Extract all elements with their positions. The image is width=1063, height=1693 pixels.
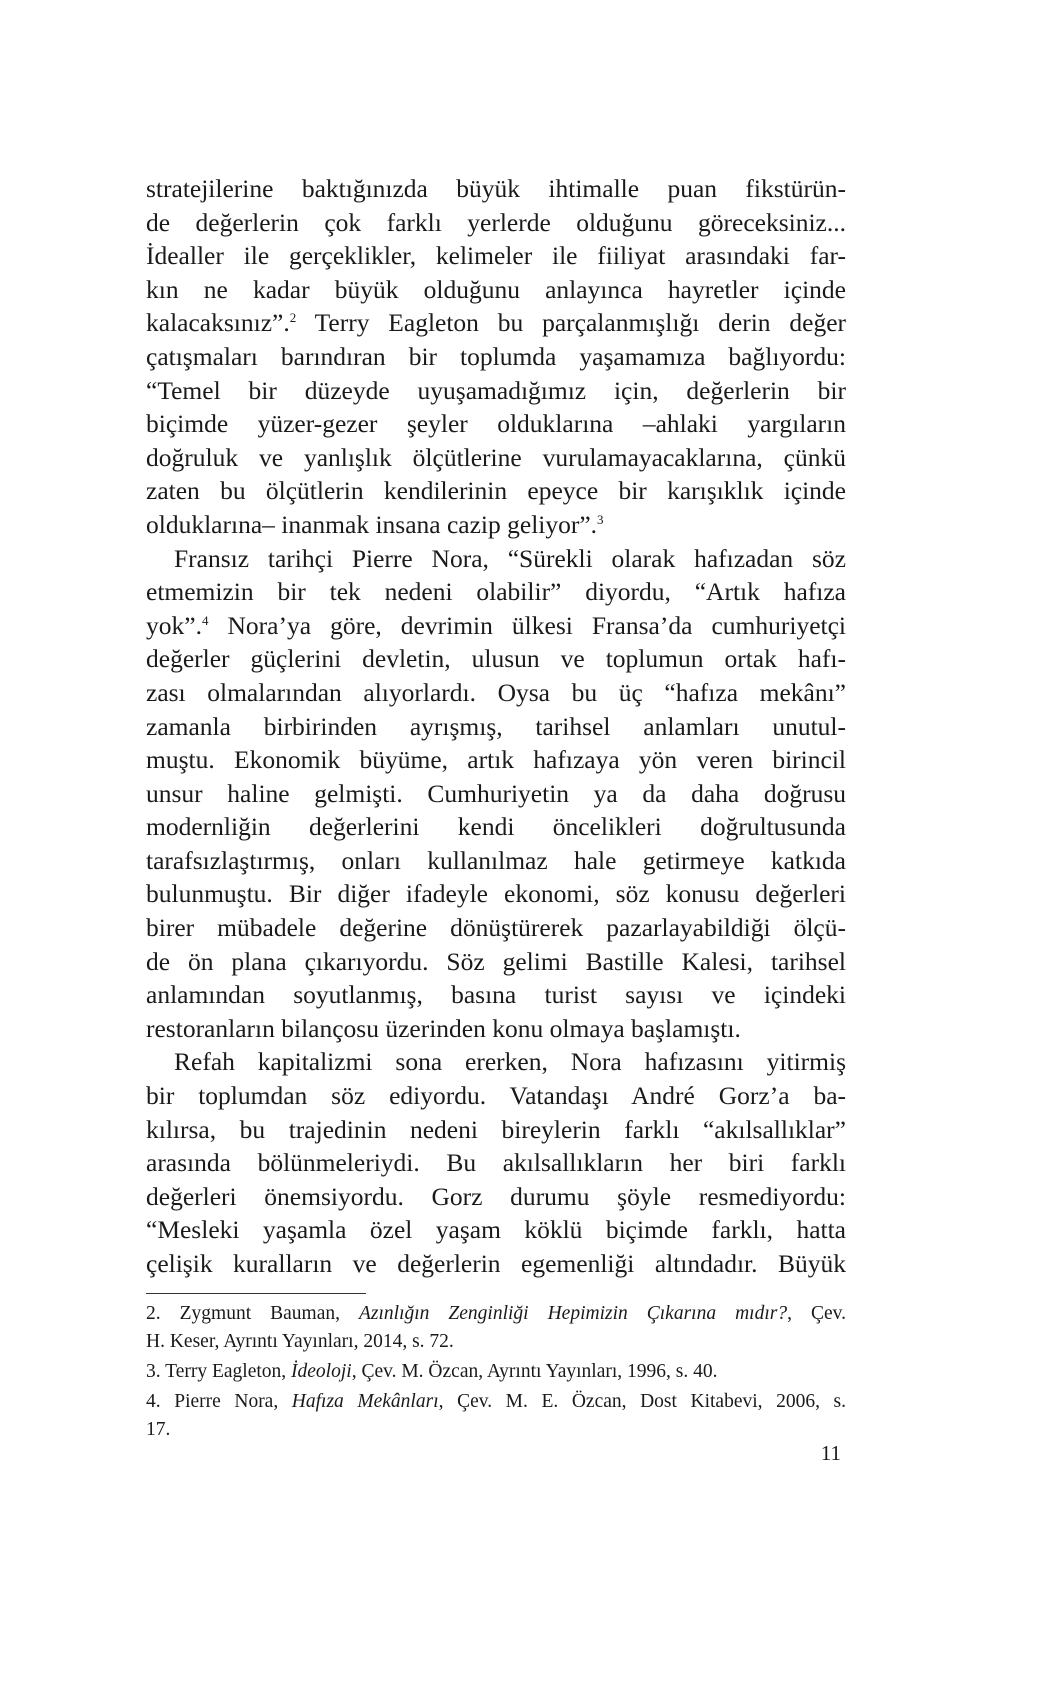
text-line: “Temel bir düzeyde uyuşamadığımız için, değerlerin bir <box>146 375 846 405</box>
footnote <box>146 1300 846 1356</box>
text-line: “Mesleki yaşamla özel yaşam köklü biçimde farklı, hatta <box>146 1215 846 1245</box>
text-line: tarafsızlaştırmış, onları kullanılmaz hale getirmeye katkıda <box>146 845 846 875</box>
text-line: kın ne kadar büyük olduğunu anlayınca hayretler içinde <box>146 274 846 304</box>
footnote-line <box>146 1358 846 1386</box>
footnote-line <box>146 1388 846 1416</box>
text-line <box>146 306 846 340</box>
text-line: restoranların bilançosu üzerinden konu olmaya başlamıştı. <box>146 1013 741 1043</box>
text-line: birer mübadele değerine dönüştürerek pazarlayabildiği ölçü- <box>146 913 846 943</box>
text-line: de değerlerin çok farklı yerlerde olduğunu göreceksiniz... <box>146 207 846 237</box>
text-segment: kalacaksınız”. <box>146 308 290 338</box>
text-line: Fransız tarihçi Pierre Nora, “Sürekli olarak hafızadan söz <box>174 543 846 573</box>
text-line: arasında bölünmeleriydi. Bu akılsallıkların her biri farklı <box>146 1148 846 1178</box>
text-segment: Terry Eagleton bu parçalanmışlığı derin değer <box>314 308 847 338</box>
text-segment: Nora’ya göre, devrimin ülkesi Fransa’da cumhuriyetçi <box>227 610 846 640</box>
footnote-author: Terry Eagleton, <box>165 1361 292 1382</box>
body-text <box>146 172 846 1281</box>
footnote <box>146 1388 846 1444</box>
footnote-line: 17. <box>146 1419 171 1440</box>
text-line: değerler güçlerini devletin, ulusun ve toplumun ortak hafı- <box>146 644 846 674</box>
text-line: İdealler ile gerçeklikler, kelimeler ile fiiliyat arasındaki far- <box>146 241 846 271</box>
footnotes <box>146 1300 846 1446</box>
footnote-author: Pierre Nora, <box>174 1391 292 1412</box>
text-line: stratejilerine baktığınızda büyük ihtimalle puan fikstürün- <box>146 174 846 203</box>
text-segment: yok”. <box>146 610 202 640</box>
text-line: Refah kapitalizmi sona ererken, Nora hafızasını yitirmiş <box>174 1047 846 1077</box>
footnote-number: 3. <box>146 1361 161 1382</box>
text-line: modernliğin değerlerini kendi öncelikleri doğrultusunda <box>146 812 846 842</box>
footnote-text: , Çev. <box>787 1303 846 1324</box>
footnote-text: , Çev. M. E. Özcan, Dost Kitabevi, 2006, s. <box>438 1391 847 1412</box>
footnote-ref: 3 <box>597 511 604 527</box>
footnote-line: H. Keser, Ayrıntı Yayınları, 2014, s. 72. <box>146 1331 454 1352</box>
text-line: değerleri önemsiyordu. Gorz durumu şöyle resmediyordu: <box>146 1181 846 1211</box>
page-number: 11 <box>820 1441 841 1465</box>
text-line: çelişik kuralların ve değerlerin egemenliği altındadır. Büyük <box>146 1249 846 1278</box>
text-line: zaten bu ölçütlerin kendilerinin epeyce bir karışıklık içinde <box>146 476 846 506</box>
footnote-title: Hafıza Mekânları <box>291 1391 439 1412</box>
text-line: zası olmalarından alıyorlardı. Oysa bu üç “hafıza mekânı” <box>146 677 846 707</box>
text-line <box>146 508 846 542</box>
footnote-number: 4. <box>146 1391 161 1412</box>
text-line: muştu. Ekonomik büyüme, artık hafızaya yön veren birincil <box>146 745 846 775</box>
footnote-ref: 4 <box>201 612 209 628</box>
footnote-title: Azınlığın Zenginliği Hepimizin Çıkarına mıdır? <box>358 1303 788 1324</box>
text-line: biçimde yüzer-gezer şeyler olduklarına –ahlaki yargıların <box>146 409 846 439</box>
text-line <box>146 609 846 643</box>
footnote-divider <box>146 1293 366 1294</box>
footnote <box>146 1358 846 1386</box>
text-line: çatışmaları barındıran bir toplumda yaşamamıza bağlıyordu: <box>146 341 846 371</box>
text-line: bulunmuştu. Bir diğer ifadeyle ekonomi, söz konusu değerleri <box>146 879 846 909</box>
footnote-author: Zygmunt Bauman, <box>179 1303 359 1324</box>
footnote-title: İdeoloji <box>291 1361 352 1382</box>
footnote-text: , Çev. M. Özcan, Ayrıntı Yayınları, 1996, s. 40. <box>351 1361 718 1382</box>
text-line: de ön plana çıkarıyordu. Söz gelimi Bastille Kalesi, tarihsel <box>146 946 846 976</box>
text-line: zamanla birbirinden ayrışmış, tarihsel anlamları unutul- <box>146 711 846 741</box>
text-line: kılırsa, bu trajedinin nedeni bireylerin farklı “akılsallıklar” <box>146 1114 846 1144</box>
footnote-line <box>146 1300 846 1328</box>
footnote-number: 2. <box>146 1303 161 1324</box>
text-line: bir toplumdan söz ediyordu. Vatandaşı André Gorz’a ba- <box>146 1081 846 1111</box>
text-line: etmemizin bir tek nedeni olabilir” diyordu, “Artık hafıza <box>146 577 846 607</box>
text-line: anlamından soyutlanmış, basına turist sayısı ve içindeki <box>146 980 846 1010</box>
text-line: unsur haline gelmişti. Cumhuriyetin ya da daha doğrusu <box>146 778 846 808</box>
footnote-ref: 2 <box>289 310 297 326</box>
text-line: doğruluk ve yanlışlık ölçütlerine vurulamayacaklarına, çünkü <box>146 442 846 472</box>
text-segment: olduklarına– inanmak insana cazip geliyor”. <box>146 509 598 539</box>
